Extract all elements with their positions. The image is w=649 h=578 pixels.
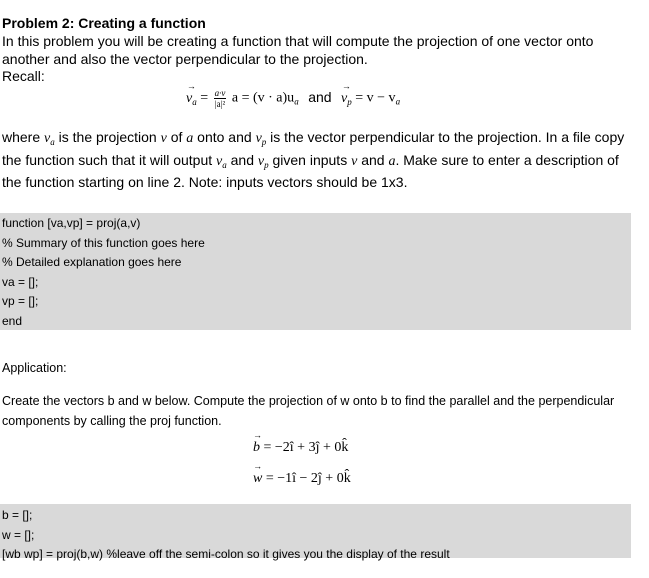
function-code-block <box>0 213 631 330</box>
code-line: function [va,vp] = proj(a,v) <box>2 216 141 230</box>
intro-text: In this problem you will be creating a function that will compute the projection of one vector onto another and also the vector perpendicular to the projection. <box>2 33 594 67</box>
equation-b <box>253 440 348 456</box>
code-line: b = []; <box>2 508 33 522</box>
code-line: w = []; <box>2 527 35 542</box>
equation-w <box>253 471 351 487</box>
code-line: vp = []; <box>2 294 39 308</box>
formula-and: and <box>308 88 332 105</box>
code-line: va = []; <box>2 274 39 289</box>
formula-middle: a = (v · a)u <box>231 90 295 106</box>
vector-v-perp: → $v_p$ <box>341 91 352 107</box>
formula-perp-rhs: = v − v <box>355 90 396 106</box>
application-heading: Application: <box>2 361 67 375</box>
code-line: [wb wp] = proj(b,w) %leave off the semi-colon so it gives you the display of the result <box>2 547 450 561</box>
equation-b-text: = −2î + 3ĵ + 0k̂ <box>260 440 349 455</box>
projection-fraction: $\frac{a\cdot v}{\text{|a|²}}$ <box>214 88 226 109</box>
problem-title: Problem 2: Creating a function <box>2 15 206 31</box>
vector-w: → w <box>253 471 262 487</box>
vector-v-parallel: → $v_a$ <box>186 91 197 107</box>
application-code-block <box>0 504 631 561</box>
explanation-paragraph: where $v_a$ is the projection v of a onto and $v_p$ is the vector perpendicular to the projection. In a file copy the function such that it will output $v_a$ and $v_p$ given inputs v and a. Make sure to enter a description of the function starting on line 2. Note: inputs vectors should be 1x3. <box>2 129 625 190</box>
projection-formula: → $v_a$ = $\frac{a\cdot v}{\text{|a|²}}$ $a = (v \cdot a)u_a$ and → $v_p = v - v_a$ <box>186 88 400 109</box>
code-line: end <box>2 313 23 328</box>
recall-label: Recall: <box>2 68 45 84</box>
application-text: Create the vectors b and w below. Compute the projection of w onto b to find the parallel and the perpendicular components by calling the proj function. <box>2 394 615 428</box>
intro-paragraph <box>2 33 632 86</box>
equation-w-text: = −1î − 2ĵ + 0k̂ <box>262 471 351 486</box>
vector-b: → b <box>253 440 260 456</box>
code-line: % Detailed explanation goes here <box>2 255 182 269</box>
code-line: % Summary of this function goes here <box>2 235 205 250</box>
